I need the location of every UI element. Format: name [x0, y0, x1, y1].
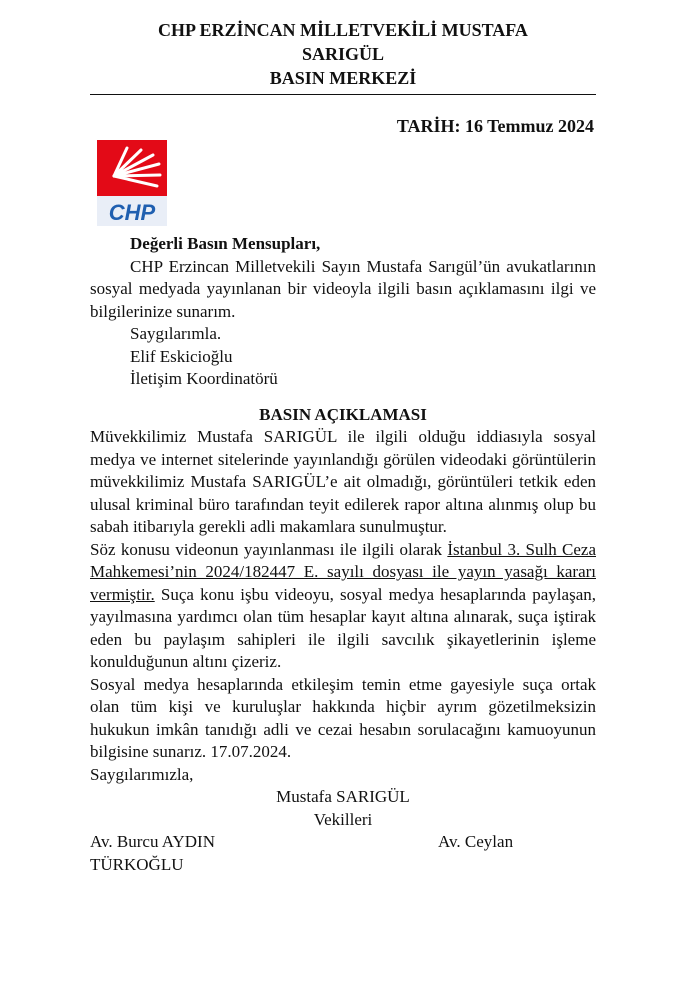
statement-paragraph-2: [90, 539, 596, 674]
header-line-1: CHP ERZİNCAN MİLLETVEKİLİ MUSTAFA: [158, 20, 528, 40]
statement-paragraph-3: Sosyal medya hesaplarında etkileşim temin etme gayesiyle suça ortak olan tüm kişi ve kuruluşlar hakkında hiçbir ayrım gözetilmeksizin hukukun imkân tanıdığı adli ve cezai hesabın sorulacağını kamuoyunun bilgisine sunarız. 17.07.2024.: [90, 674, 596, 761]
document-date: TARİH: 16 Temmuz 2024: [396, 116, 594, 136]
coordinator-role: İletişim Koordinatörü: [130, 369, 278, 388]
lawyer-1-line-2: TÜRKOĞLU: [90, 854, 184, 874]
chp-logo: [97, 140, 167, 226]
lawyers-row: [90, 831, 596, 854]
intro-closing: Saygılarımla.: [130, 324, 222, 343]
signature-name: Mustafa SARIGÜL: [276, 787, 410, 806]
logo-text: CHP: [108, 200, 156, 225]
coordinator-name: Elif Eskicioğlu: [130, 346, 233, 366]
lawyer-1-line-1: Av. Burcu AYDIN: [90, 832, 215, 851]
statement-title: BASIN AÇIKLAMASI: [259, 404, 427, 424]
p2-text-after: Suça konu işbu videoyu, sosyal medya hesaplarında paylaşan, yayılmasına yardımcı olan tüm hesaplar kayıt altına alınarak, suça iştirak eden bu paylaşım sahipleri ile ilgili savcılık şikayetlerinin işleme konulduğunun altını çizeriz.: [90, 584, 596, 671]
statement-closing: Saygılarımızla,: [90, 764, 194, 784]
p2-text-before: Söz konusu videonun yayınlanması ile ilgili olarak: [90, 539, 448, 559]
document-body: [90, 233, 596, 876]
lawyer-2: Av. Ceylan: [438, 832, 514, 851]
p2-court-decision: İstanbul 3. Sulh Ceza Mahkemesi’nin 2024/182447 E. sayılı dosyası ile yayın yasağı kararı vermiştir.: [90, 539, 596, 604]
greeting: Değerli Basın Mensupları,: [130, 234, 321, 253]
statement-paragraph-1: Müvekkilimiz Mustafa SARIGÜL ile ilgili olduğu iddiasıyla sosyal medya ve internet sitelerinde yayınlandığı görülen videodaki görüntülerin müvekkilimiz Mustafa SARIGÜL’e ait olmadığı, görüntüleri tetkik eden ulusal kriminal büro tarafından teyit edilerek rapor altına alınmış olup bu sabah itibarıyla gerekli adli makamlara sunulmuştur.: [90, 427, 596, 536]
signature-role: Vekilleri: [313, 809, 373, 829]
header-line-2: SARIGÜL: [301, 44, 385, 64]
document-header: [90, 18, 596, 95]
intro-paragraph: CHP Erzincan Milletvekili Sayın Mustafa Sarıgül’ün avukatlarının sosyal medyada yayınlanan bir videoyla ilgili basın açıklamasını ilgi ve bilgilerinize sunarım.: [90, 256, 596, 321]
header-line-3: BASIN MERKEZİ: [269, 68, 417, 88]
chp-logo-icon: [97, 140, 167, 226]
